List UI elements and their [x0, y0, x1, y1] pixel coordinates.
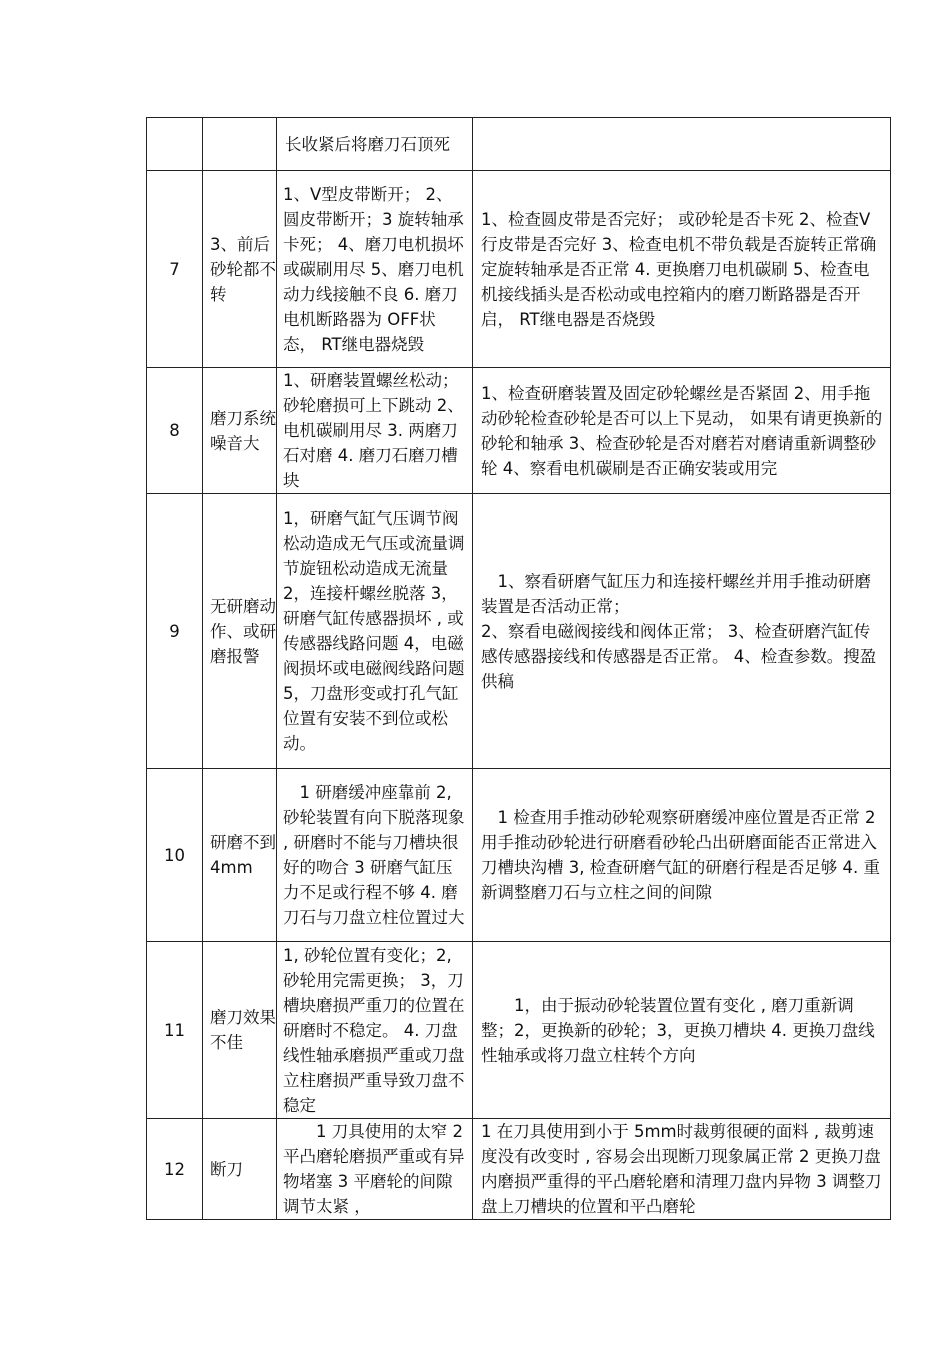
- row-cause: [277, 1119, 473, 1220]
- row-number: [147, 118, 203, 171]
- row-cause-text: 1、V型皮带断开； 2、圆皮带断开；3 旋转轴承卡死； 4、磨刀电机损坏或碳刷用尽 5、磨刀电机动力线接触不良 6. 磨刀电机断路器为 OFF状态， RT继电器烧毁: [283, 184, 464, 354]
- row-cause: [277, 769, 473, 942]
- row-symptom: [203, 1119, 277, 1220]
- row-number: 11: [147, 942, 203, 1119]
- table-row: [147, 494, 891, 769]
- row-cause-text: 1 刀具使用的太窄 2 平凸磨轮磨损严重或有异物堵塞 3 平磨轮的间隙调节太紧 ，: [283, 1122, 465, 1216]
- row-symptom: [203, 118, 277, 171]
- row-fix: [473, 118, 891, 171]
- row-fix: [473, 769, 891, 942]
- row-fix-text: 1 检查用手推动砂轮观察研磨缓冲座位置是否正常 2 用手推动砂轮进行研磨看砂轮凸出研磨面能否正常进入刀槽块沟槽 3, 检查研磨气缸的研磨行程是否足够 4. 重新调整磨刀石与立柱之间的间隙: [481, 808, 880, 902]
- row-fix: [473, 1119, 891, 1220]
- table-row: [147, 118, 891, 171]
- row-symptom: [203, 942, 277, 1119]
- row-number: 8: [147, 368, 203, 494]
- row-number: 9: [147, 494, 203, 769]
- row-cause: [277, 494, 473, 769]
- row-number: 10: [147, 769, 203, 942]
- row-cause-text: 1、研磨装置螺丝松动；砂轮磨损可上下跳动 2、电机碳刷用尽 3. 两磨刀石对磨 4. 磨刀石磨刀槽块: [283, 371, 464, 490]
- row-symptom-text: 磨刀效果不佳: [210, 1008, 276, 1052]
- row-fix-text: 1、检查研磨装置及固定砂轮螺丝是否紧固 2、用手拖动砂轮检查砂轮是否可以上下晃动， 如果有请更换新的砂轮和轴承 3、检查砂轮是否对磨若对磨请重新调整砂轮 4、察看电机碳刷是否正确安装或用完: [481, 383, 883, 478]
- row-cause: [277, 368, 473, 494]
- table-row: [147, 171, 891, 368]
- table-row: [147, 368, 891, 494]
- row-symptom-text: 研磨不到4mm: [210, 833, 276, 877]
- row-cause-text: 1，研磨气缸气压调节阀松动造成无气压或流量调节旋钮松动造成无流量 2，连接杆螺丝脱落 3，研磨气缸传感器损坏 , 或传感器线路问题 4，电磁阀损坏或电磁阀线路问题 5，刀盘形变或打孔气缸位置有安装不到位或松动。: [283, 509, 465, 753]
- row-number: 7: [147, 171, 203, 368]
- row-fix: [473, 494, 891, 769]
- row-fix-text: 1、检查圆皮带是否完好； 或砂轮是否卡死 2、检查Ⅴ行皮带是否完好 3、检查电机不带负载是否旋转正常确定旋转轴承是否正常 4. 更换磨刀电机碳刷 5、检查电机接线插头是否松动或电控箱内的磨刀断路器是否开启， RT继电器是否烧毁: [481, 209, 877, 329]
- row-fix: [473, 171, 891, 368]
- table-row: [147, 769, 891, 942]
- row-fix-text: 1，由于振动砂轮装置位置有变化 , 磨刀重新调整；2，更换新的砂轮；3，更换刀槽块 4. 更换刀盘线性轴承或将刀盘立柱转个方向: [481, 995, 875, 1065]
- row-cause: [277, 118, 473, 171]
- row-symptom: [203, 171, 277, 368]
- row-symptom-text: 断刀: [210, 1159, 243, 1179]
- row-fix-line: 1、察看研磨气缸压力和连接杆螺丝并用手推动研磨装置是否活动正常；: [481, 571, 871, 616]
- row-cause-text: 1, 砂轮位置有变化；2, 砂轮用完需更换； 3，刀槽块磨损严重刀的位置在研磨时不稳定。 4. 刀盘线性轴承磨损严重或刀盘立柱磨损严重导致刀盘不稳定: [283, 945, 465, 1115]
- table-row: [147, 942, 891, 1119]
- row-fix: [473, 368, 891, 494]
- row-symptom-text: 3、前后砂轮都不转: [210, 234, 276, 304]
- row-symptom: [203, 769, 277, 942]
- row-symptom-text: 无研磨动作、或研磨报警: [210, 596, 276, 666]
- row-cause: [277, 942, 473, 1119]
- row-symptom-text: 磨刀系统噪音大: [210, 408, 276, 453]
- row-cause: [277, 171, 473, 368]
- troubleshooting-table: [146, 117, 891, 1220]
- row-fix: [473, 942, 891, 1119]
- row-number: 12: [147, 1119, 203, 1220]
- row-fix-line: 2、察看电磁阀接线和阀体正常； 3、检查研磨汽缸传感传感器接线和传感器是否正常。 4、检查参数。搜盈供稿: [481, 621, 877, 691]
- table-row: [147, 1119, 891, 1220]
- row-symptom: [203, 494, 277, 769]
- row-cause-text: 1 研磨缓冲座靠前 2, 砂轮装置有向下脱落现象 , 研磨时不能与刀槽块很好的吻合 3 研磨气缸压力不足或行程不够 4. 磨刀石与刀盘立柱位置过大: [283, 783, 465, 927]
- row-symptom: [203, 368, 277, 494]
- row-fix-text: 1 在刀具使用到小于 5mm时裁剪很硬的面料 , 裁剪速度没有改变时 , 容易会出现断刀现象属正常 2 更换刀盘内磨损严重得的平凸磨轮磨和清理刀盘内异物 3 调整刀盘上刀槽块的位置和平凸磨轮: [481, 1122, 882, 1216]
- row-cause-text: 长收紧后将磨刀石顶死: [285, 134, 450, 154]
